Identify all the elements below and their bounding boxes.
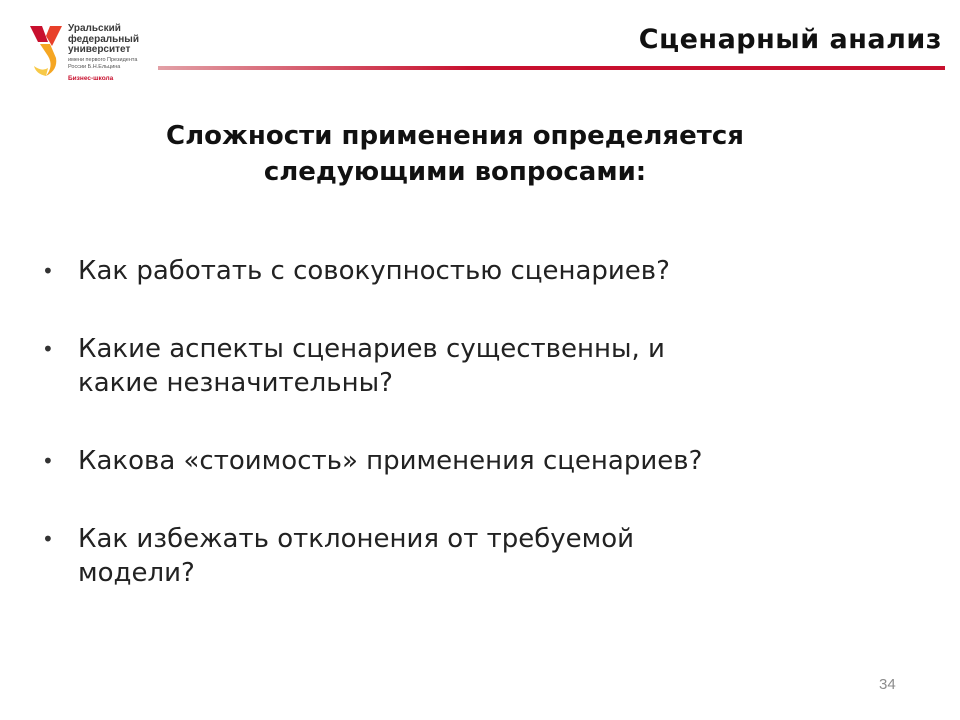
slide-title: Сценарный анализ <box>638 24 942 55</box>
bullet-text-line: Какова «стоимость» применения сценариев? <box>78 446 703 476</box>
subtitle-line: следующими вопросами: <box>263 157 647 187</box>
bullet-item <box>40 522 900 590</box>
university-name-line: Уральский <box>68 23 121 34</box>
university-name-line: федеральный <box>68 33 139 45</box>
bullet-item <box>40 332 900 400</box>
bullet-marker: • <box>42 259 54 283</box>
university-subtitle-line: имени первого Президента <box>68 57 138 63</box>
university-name-line: университет <box>68 44 131 55</box>
slide-subtitle <box>20 118 890 190</box>
bullet-text-line: Как работать с совокупностью сценариев? <box>78 256 670 286</box>
bullet-item <box>40 254 900 288</box>
university-logo <box>28 22 168 92</box>
bullet-item <box>40 444 900 478</box>
bullet-text-line: Как избежать отклонения от требуемой <box>78 524 635 554</box>
subtitle-line: Сложности применения определяется <box>166 121 744 151</box>
university-name <box>68 24 139 56</box>
bullet-text-line: Какие аспекты сценариев существенны, и <box>78 334 665 364</box>
university-logo-icon <box>28 22 64 78</box>
bullet-marker: • <box>42 527 54 551</box>
bullet-marker: • <box>42 337 54 361</box>
bullet-text-line: какие незначительны? <box>78 368 393 398</box>
title-divider <box>158 66 945 70</box>
bullet-text-line: модели? <box>78 558 195 588</box>
page-number: 34 <box>879 676 896 693</box>
university-subtitle <box>68 57 158 70</box>
bullet-list <box>40 254 900 634</box>
university-subtitle-line: России Б.Н.Ельцина <box>68 63 121 70</box>
business-school-label: Бизнес-школа <box>68 75 114 82</box>
bullet-marker: • <box>42 449 54 473</box>
